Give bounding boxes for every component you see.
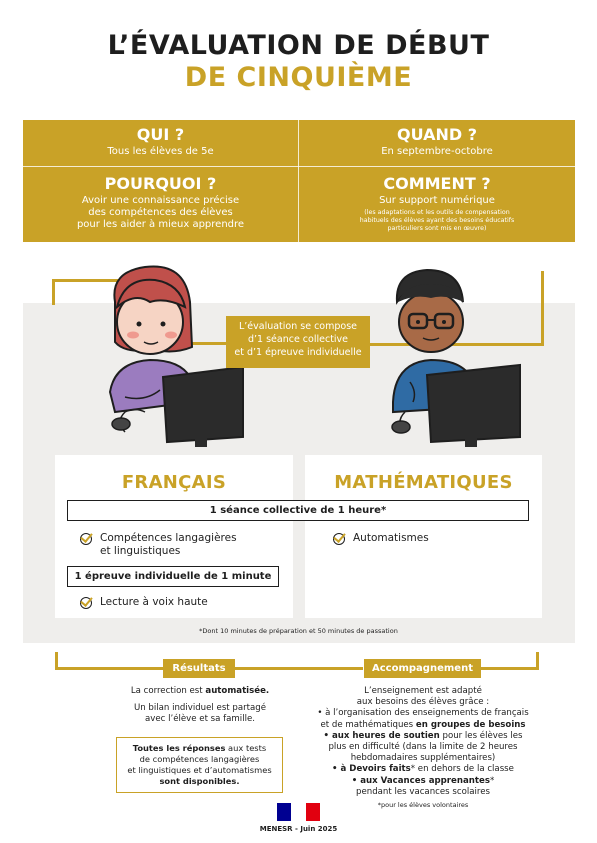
resultats-tag: Résultats	[163, 659, 235, 678]
qui-cell	[23, 125, 298, 158]
republic-flag-logo	[277, 803, 320, 821]
accompagnement-text	[298, 686, 548, 811]
composition-line: L’évaluation se compose	[238, 321, 358, 332]
pourquoi-line: Avoir une connaissance précise	[81, 195, 240, 206]
pourquoi-line: pour les aider à mieux apprendre	[76, 219, 245, 230]
competences-item	[80, 532, 237, 558]
connector-line	[55, 667, 165, 670]
girl-student-illustration	[95, 262, 245, 452]
francais-title: FRANÇAIS	[121, 472, 227, 493]
comment-small: habituels des élèves ayant des besoins éducatifs	[359, 217, 515, 224]
connector-line	[541, 271, 544, 346]
connector-line	[536, 652, 539, 670]
accompagnement-b1-pre: et de mathématiques	[320, 719, 416, 730]
footer-credit: MENESR - Juin 2025	[259, 825, 338, 833]
pourquoi-heading: POURQUOI ?	[104, 174, 217, 193]
accompagnement-b1-bold: en groupes de besoins	[415, 719, 526, 730]
accompagnement-b4-text: *	[489, 775, 495, 786]
automatismes-label: Automatismes	[353, 532, 429, 544]
comment-text: Sur support numérique	[379, 195, 495, 206]
accompagnement-b4-line: pendant les vacances scolaires	[356, 786, 490, 797]
seance-collective-box: 1 séance collective de 1 heure*	[67, 500, 529, 521]
resultats-p1: La correction est	[130, 686, 206, 696]
reponses-bold: Toutes les réponses	[132, 743, 226, 753]
competences-line: Compétences langagières	[100, 532, 237, 544]
comment-heading: COMMENT ?	[383, 174, 491, 193]
accompagnement-tag: Accompagnement	[364, 659, 481, 678]
resultats-p2: avec l’élève et sa famille.	[145, 714, 255, 725]
maths-title: MATHÉMATIQUES	[334, 472, 513, 493]
lecture-item	[80, 596, 208, 609]
automatismes-item	[333, 532, 429, 545]
connector-line	[233, 667, 363, 670]
footnote: *Dont 10 minutes de préparation et 50 minutes de passation	[199, 627, 398, 635]
reponses-box	[116, 737, 283, 793]
lecture-label: Lecture à voix haute	[100, 596, 208, 608]
accompagnement-b1: • à l’organisation des enseignements de français	[317, 708, 529, 719]
grid-divider-horizontal	[23, 166, 575, 167]
accompagnement-b4-bold: • aux Vacances apprenantes	[351, 775, 490, 786]
qui-text: Tous les élèves de 5e	[107, 146, 214, 157]
quand-text: En septembre-octobre	[381, 146, 493, 157]
accompagnement-b2-bold: • aux heures de soutien	[323, 730, 440, 741]
reponses-text: aux tests	[225, 743, 267, 753]
accompagnement-note: *pour les élèves volontaires	[377, 801, 469, 810]
accompagnement-b2-line: plus en difficulté (dans la limite de 2 heures	[328, 742, 518, 753]
accompagnement-b2-text: pour les élèves les	[439, 730, 523, 741]
check-icon	[80, 597, 92, 609]
reponses-bold: sont disponibles.	[159, 776, 240, 786]
reponses-line: et linguistiques et d’automatismes	[127, 765, 272, 775]
accompagnement-b2-line: hebdomadaires supplémentaires)	[350, 753, 496, 764]
title-line2: DE CINQUIÈME	[184, 62, 413, 93]
quand-cell	[299, 125, 575, 158]
reponses-line: de compétences langagières	[139, 754, 260, 764]
connector-line	[52, 279, 55, 305]
resultats-p2: Un bilan individuel est partagé	[133, 703, 267, 714]
competences-line: et linguistiques	[100, 545, 181, 557]
quand-heading: QUAND ?	[396, 125, 477, 144]
accompagnement-intro: aux besoins des élèves grâce :	[356, 697, 490, 708]
comment-small: particuliers sont mis en œuvre)	[387, 225, 487, 232]
check-icon	[333, 533, 345, 545]
epreuve-individuelle-box: 1 épreuve individuelle de 1 minute	[67, 566, 279, 587]
composition-line: et d’1 épreuve individuelle	[234, 347, 362, 358]
connector-line	[480, 667, 538, 670]
pourquoi-line: des compétences des élèves	[88, 207, 233, 218]
accompagnement-b3-text: * en dehors de la classe	[410, 764, 514, 775]
comment-cell	[299, 174, 575, 233]
qui-heading: QUI ?	[136, 125, 185, 144]
boy-student-illustration	[365, 262, 525, 452]
accompagnement-b3-bold: • à Devoirs faits	[332, 764, 411, 775]
composition-line: d’1 séance collective	[247, 334, 349, 345]
comment-small: (les adaptations et les outils de compensation	[364, 209, 510, 216]
accompagnement-intro: L’enseignement est adapté	[364, 686, 482, 696]
pourquoi-cell	[23, 174, 298, 231]
check-icon	[80, 533, 92, 545]
resultats-text	[100, 686, 300, 726]
resultats-p1-bold: automatisée.	[205, 686, 270, 696]
composition-box	[226, 316, 370, 368]
title-line1: L’ÉVALUATION DE DÉBUT	[107, 30, 490, 61]
